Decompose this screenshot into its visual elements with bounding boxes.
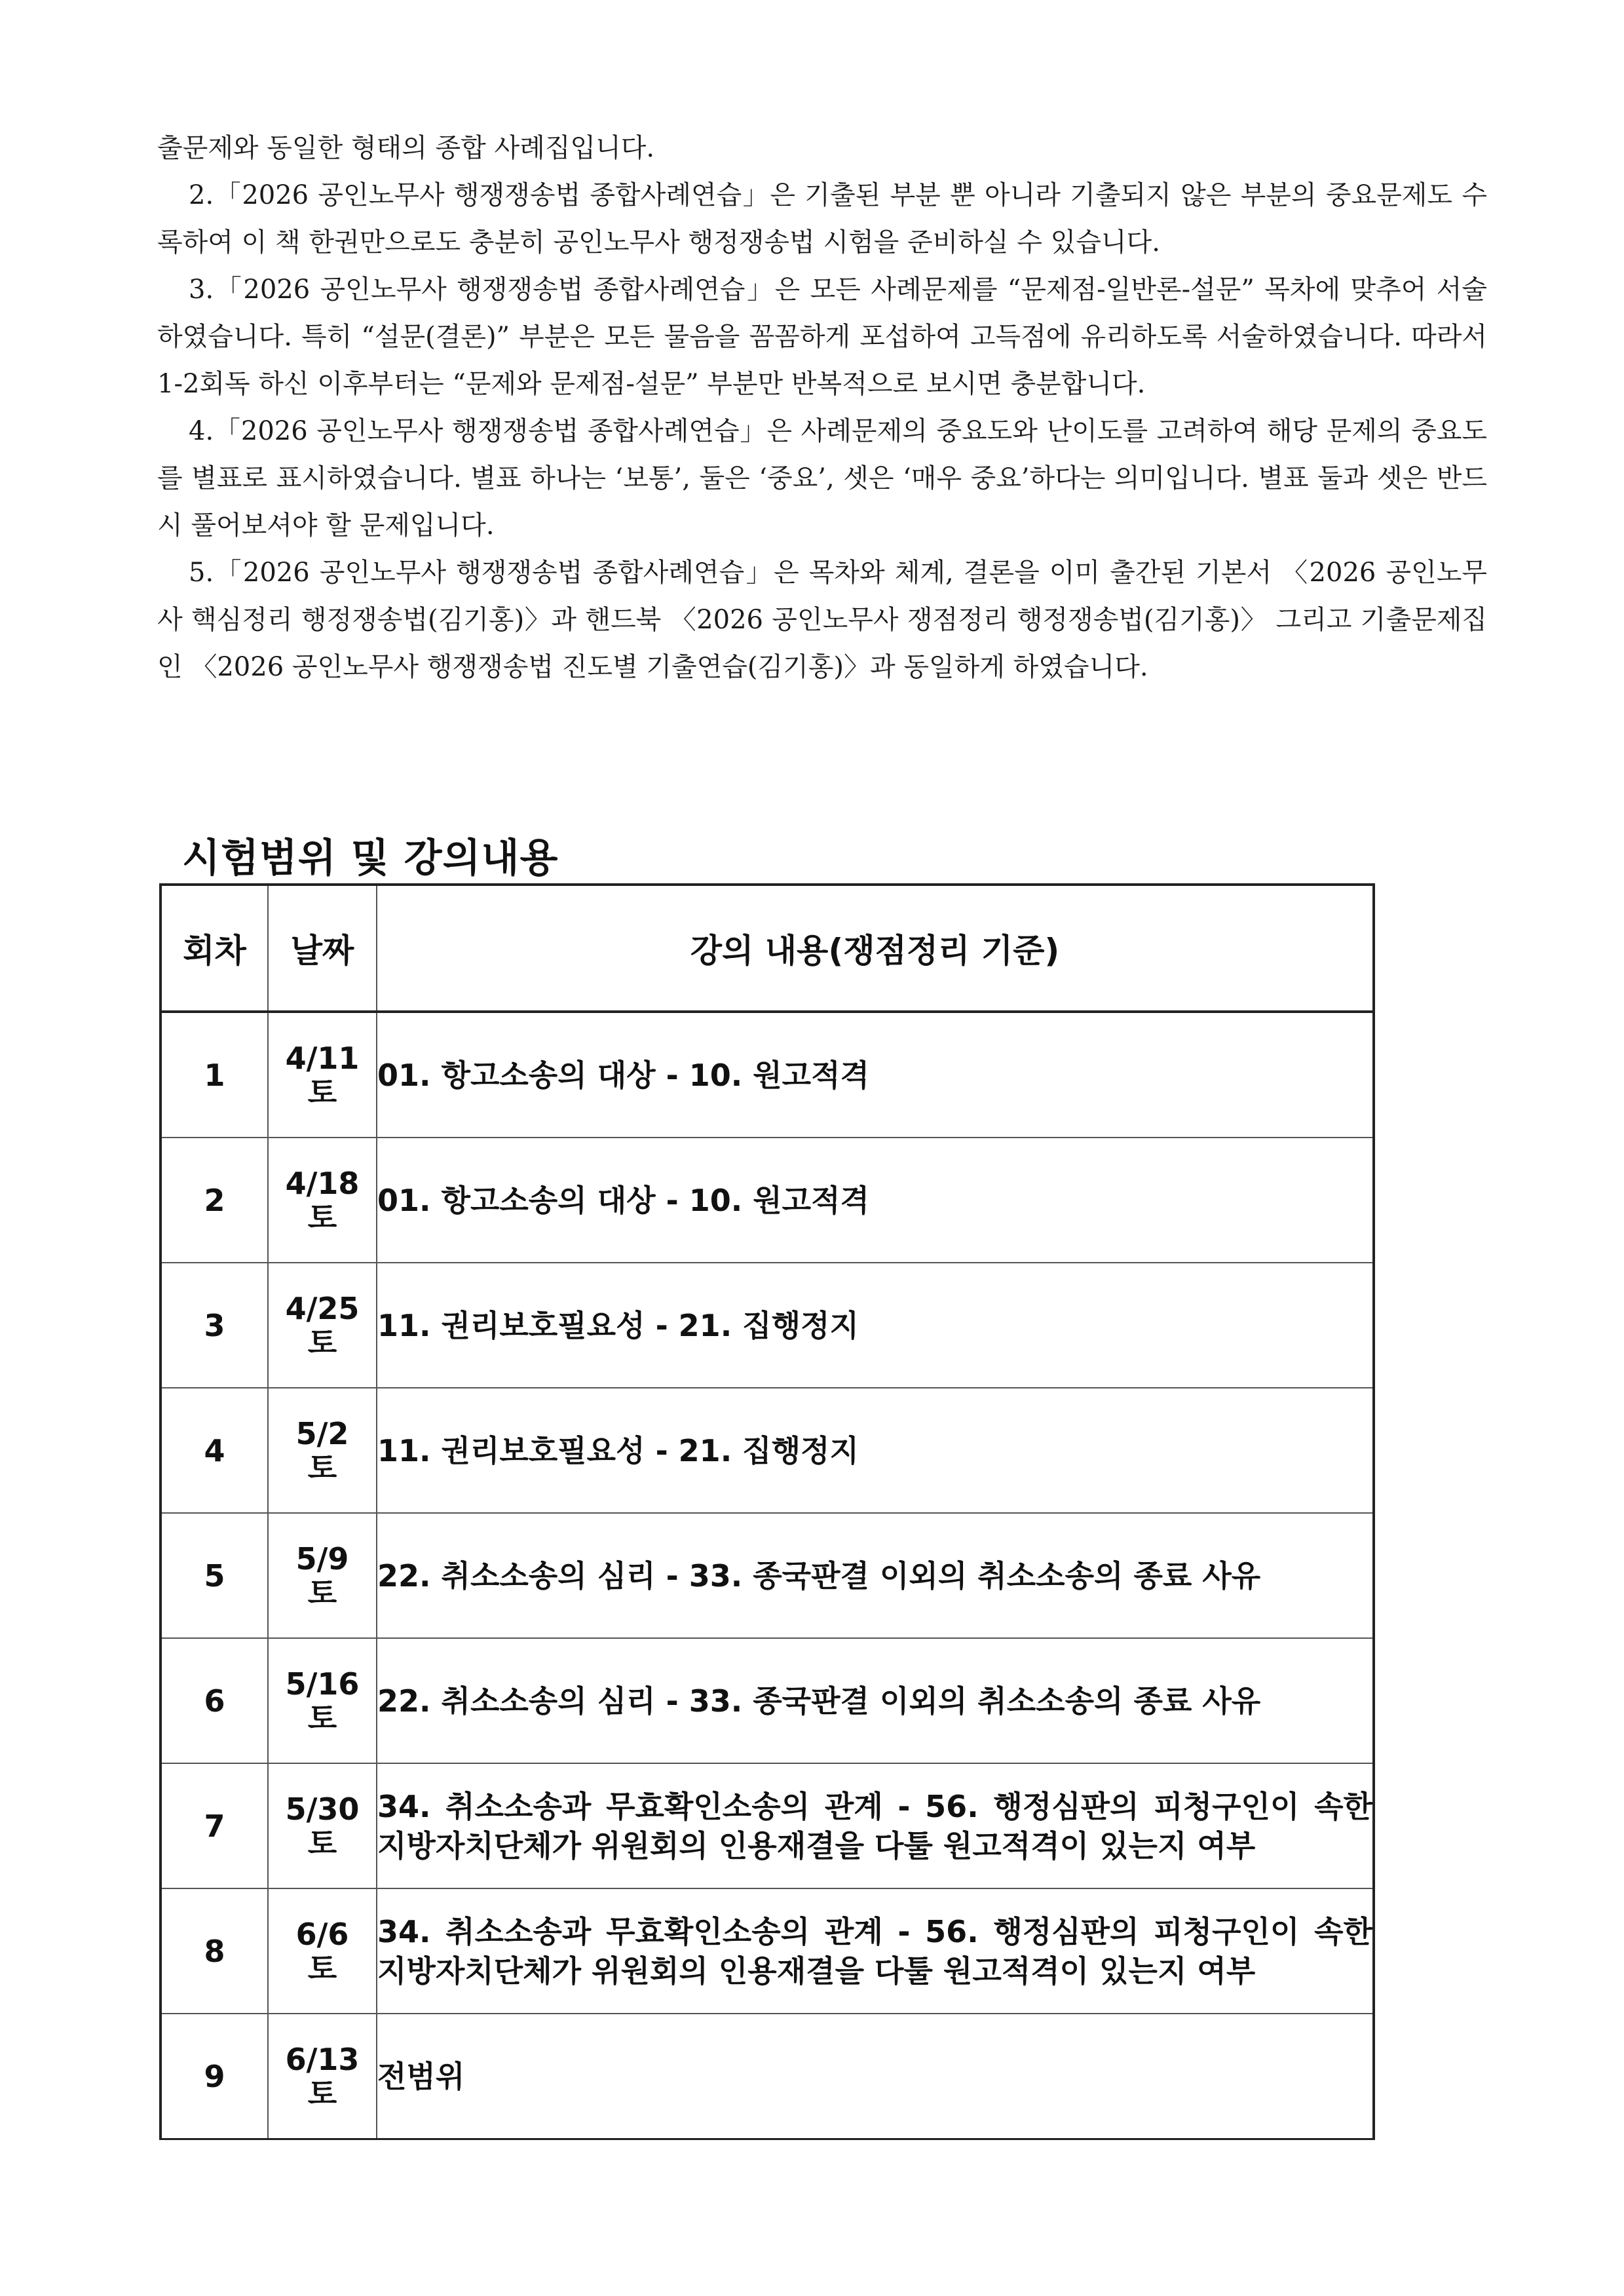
session-date: 4/11 xyxy=(285,1040,360,1076)
session-date: 4/18 xyxy=(285,1165,360,1201)
intro-paragraph-4: 4.「2026 공인노무사 행쟁쟁송법 종합사례연습」은 사례문제의 중요도와 난이도를 고려하여 해당 문제의 중요도를 별표로 표시하였습니다. 별표 하나는 ‘보통’, 둘은 ‘중요’, 셋은 ‘매우 중요’하다는 의미입니다. 별표 둘과 셋은 반드시 풀어보셔야 할 문제입니다. xyxy=(157,416,1487,541)
header-content: 강의 내용(쟁점정리 기준) xyxy=(377,885,1374,1012)
intro-paragraph-2: 2.「2026 공인노무사 행쟁쟁송법 종합사례연습」은 기출된 부분 뿐 아니라 기출되지 않은 부분의 중요문제도 수록하여 이 책 한권만으로도 충분히 공인노무사 행정쟁송법 시험을 준비하실 수 있습니다. xyxy=(157,180,1487,258)
table-row xyxy=(161,1263,1374,1388)
session-date: 6/6 xyxy=(295,1916,349,1952)
session-content: 11. 권리보호필요성 - 21. 집행정지 xyxy=(377,1263,1374,1388)
session-day: 토 xyxy=(307,1950,337,1986)
intro-text xyxy=(157,124,1487,691)
session-date: 6/13 xyxy=(285,2041,360,2077)
session-date-cell xyxy=(268,1263,377,1388)
table-row xyxy=(161,1638,1374,1763)
session-date-cell xyxy=(268,2014,377,2139)
session-day: 토 xyxy=(307,1575,337,1611)
intro-paragraph-continuation: 출문제와 동일한 형태의 종합 사례집입니다. xyxy=(157,133,655,163)
intro-paragraph-5: 5.「2026 공인노무사 행쟁쟁송법 종합사례연습」은 목차와 체계, 결론을 이미 출간된 기본서 〈2026 공인노무사 핵심정리 행정쟁송법(김기홍)〉과 핸드북 〈2026 공인노무사 쟁점정리 행정쟁송법(김기홍)〉 그리고 기출문제집인 〈2026 공인노무사 행쟁쟁송법 진도별 기출연습(김기홍)〉과 동일하게 하였습니다. xyxy=(157,558,1487,682)
table-row xyxy=(161,1763,1374,1888)
session-content: 34. 취소소송과 무효확인소송의 관계 - 56. 행정심판의 피청구인이 속한 지방자치단체가 위원회의 인용재결을 다툴 원고적격이 있는지 여부 xyxy=(377,1888,1374,2014)
session-content: 11. 권리보호필요성 - 21. 집행정지 xyxy=(377,1388,1374,1513)
session-date: 5/16 xyxy=(285,1666,360,1702)
session-date-cell xyxy=(268,1388,377,1513)
session-day: 토 xyxy=(307,1324,337,1360)
session-number: 7 xyxy=(161,1763,268,1888)
table-row xyxy=(161,1888,1374,2014)
table-row xyxy=(161,2014,1374,2139)
session-date-cell xyxy=(268,1763,377,1888)
session-date: 5/2 xyxy=(295,1415,349,1451)
session-date: 5/30 xyxy=(285,1791,360,1827)
intro-paragraph-3: 3.「2026 공인노무사 행쟁쟁송법 종합사례연습」은 모든 사례문제를 “문제점-일반론-설문” 목차에 맞추어 서술하였습니다. 특히 “설문(결론)” 부분은 모든 물음을 꼼꼼하게 포섭하여 고득점에 유리하도록 서술하였습니다. 따라서 1-2회독 하신 이후부터는 “문제와 문제점-설문” 부분만 반복적으로 보시면 충분합니다. xyxy=(157,275,1487,399)
session-content: 22. 취소소송의 심리 - 33. 종국판결 이외의 취소소송의 종료 사유 xyxy=(377,1513,1374,1638)
session-date: 4/25 xyxy=(285,1290,360,1326)
session-day: 토 xyxy=(307,2075,337,2111)
session-content: 34. 취소소송과 무효확인소송의 관계 - 56. 행정심판의 피청구인이 속한 지방자치단체가 위원회의 인용재결을 다툴 원고적격이 있는지 여부 xyxy=(377,1763,1374,1888)
header-session: 회차 xyxy=(161,885,268,1012)
session-date-cell xyxy=(268,1638,377,1763)
session-number: 5 xyxy=(161,1513,268,1638)
header-date: 날짜 xyxy=(268,885,377,1012)
session-content: 01. 항고소송의 대상 - 10. 원고적격 xyxy=(377,1138,1374,1263)
session-day: 토 xyxy=(307,1825,337,1861)
session-content: 22. 취소소송의 심리 - 33. 종국판결 이외의 취소소송의 종료 사유 xyxy=(377,1638,1374,1763)
session-day: 토 xyxy=(307,1199,337,1235)
session-number: 2 xyxy=(161,1138,268,1263)
session-date-cell xyxy=(268,1138,377,1263)
session-number: 4 xyxy=(161,1388,268,1513)
session-date: 5/9 xyxy=(295,1540,349,1577)
session-day: 토 xyxy=(307,1700,337,1736)
session-number: 6 xyxy=(161,1638,268,1763)
section-title: 시험범위 및 강의내용 xyxy=(182,835,559,881)
table-row xyxy=(161,1138,1374,1263)
session-number: 9 xyxy=(161,2014,268,2139)
table-row xyxy=(161,1513,1374,1638)
session-content: 전범위 xyxy=(377,2014,1374,2139)
session-number: 3 xyxy=(161,1263,268,1388)
session-date-cell xyxy=(268,1513,377,1638)
session-date-cell xyxy=(268,1888,377,2014)
session-date-cell xyxy=(268,1012,377,1138)
table-header-row xyxy=(161,885,1374,1012)
session-number: 1 xyxy=(161,1012,268,1138)
table-row xyxy=(161,1012,1374,1138)
session-day: 토 xyxy=(307,1074,337,1110)
table-row xyxy=(161,1388,1374,1513)
schedule-table xyxy=(159,883,1375,2140)
session-number: 8 xyxy=(161,1888,268,2014)
session-content: 01. 항고소송의 대상 - 10. 원고적격 xyxy=(377,1012,1374,1138)
session-day: 토 xyxy=(307,1449,337,1485)
